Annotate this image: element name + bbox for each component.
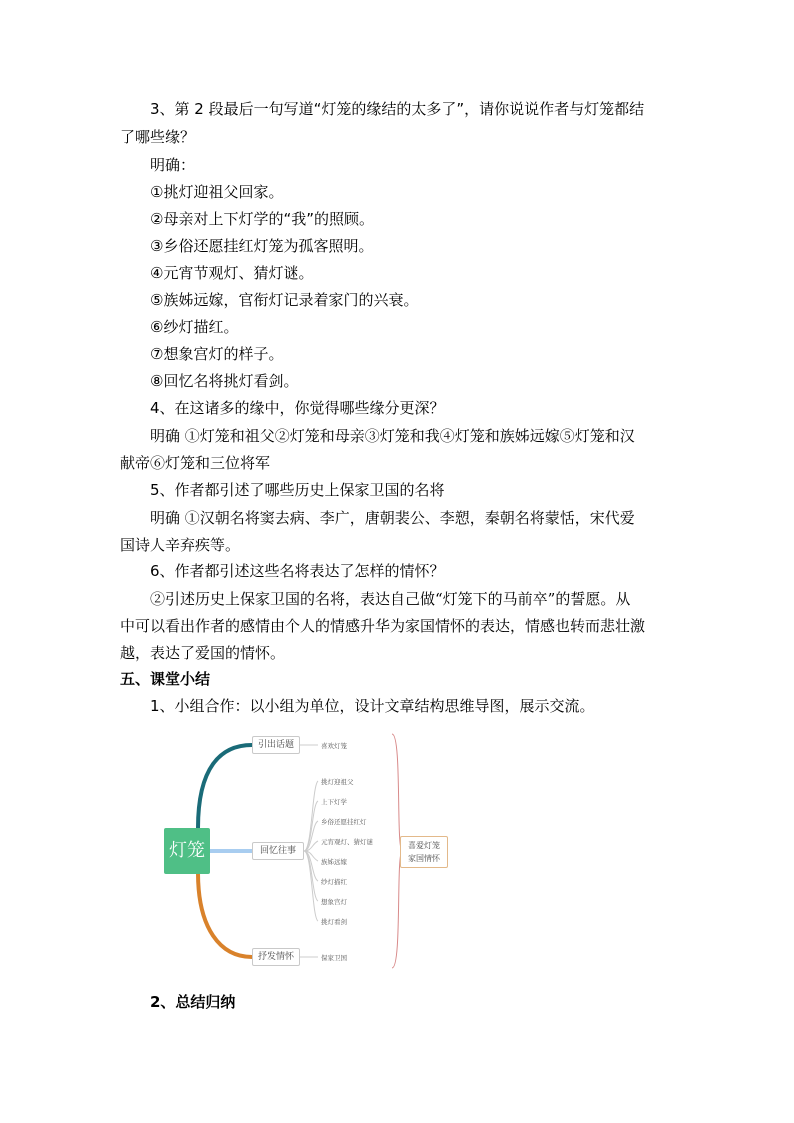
answer-item: ④元宵节观灯、猜灯谜。 <box>150 264 314 282</box>
leaf-label: 上下灯学 <box>321 798 347 806</box>
answer-6-line-2: 中可以看出作者的感情由个人的情感升华为家国情怀的表达，情感也转而悲壮激 <box>120 617 646 635</box>
summary-line: 家国情怀 <box>408 854 440 863</box>
question-3-line-2: 了哪些缘？ <box>120 128 196 146</box>
answer-item: ⑤族姊远嫁，官衔灯记录着家门的兴衰。 <box>150 291 419 309</box>
task-1: 1、小组合作：以小组为单位，设计文章结构思维导图，展示交流。 <box>150 697 595 715</box>
branch-node: 抒发情怀 <box>252 948 300 966</box>
question-4: 4、在这诸多的缘中，你觉得哪些缘分更深？ <box>150 399 445 417</box>
answer-item: ⑥纱灯描红。 <box>150 318 239 336</box>
leaf-label: 纱灯描红 <box>321 878 347 886</box>
answer-item: ⑦想象宫灯的样子。 <box>150 345 284 363</box>
leaf-label: 想象宫灯 <box>321 898 347 906</box>
question-6: 6、作者都引述这些名将表达了怎样的情怀？ <box>150 562 445 580</box>
task-2: 2、总结归纳 <box>150 993 236 1011</box>
section-heading: 五、课堂小结 <box>120 670 211 688</box>
root-node: 灯笼 <box>164 828 210 874</box>
answer-4-line-2: 献帝⑥灯笼和三位将军 <box>120 454 271 472</box>
leaf-label: 乡俗还愿挂红灯 <box>321 818 367 826</box>
summary-line: 喜爱灯笼 <box>408 841 440 850</box>
question-5: 5、作者都引述了哪些历史上保家卫国的名将 <box>150 481 445 499</box>
mind-map <box>160 728 460 978</box>
answer-item: ⑧回忆名将挑灯看剑。 <box>150 372 299 390</box>
summary-node <box>400 836 448 868</box>
leaf-label: 族姊远嫁 <box>321 858 347 866</box>
branch-connector-bottom <box>198 873 252 957</box>
branch-node: 引出话题 <box>252 736 300 754</box>
answer-item: ③乡俗还愿挂红灯笼为孤客照明。 <box>150 237 374 255</box>
leaf-label: 挑灯迎祖父 <box>321 778 354 786</box>
answer-item: ②母亲对上下灯学的“我”的照顾。 <box>150 210 374 228</box>
answer-label: 明确： <box>150 156 196 174</box>
answer-6-line-3: 越，表达了爱国的情怀。 <box>120 644 286 662</box>
branch-node: 回忆往事 <box>252 842 304 860</box>
leaf-label: 保家卫国 <box>321 954 347 962</box>
branch-connector-top <box>198 745 252 828</box>
answer-item: ①挑灯迎祖父回家。 <box>150 183 284 201</box>
leaf-label: 元宵观灯、猜灯谜 <box>321 838 373 846</box>
answer-5-line-2: 国诗人辛弃疾等。 <box>120 536 241 554</box>
question-3-line-1: 3、第 2 段最后一句写道“灯笼的缘结的太多了”，请你说说作者与灯笼都结 <box>150 100 645 118</box>
leaf-label: 喜欢灯笼 <box>321 742 347 750</box>
answer-6-line-1: ②引述历史上保家卫国的名将，表达自己做“灯笼下的马前卒”的誓愿。从 <box>150 590 631 608</box>
answer-4-line-1: 明确 ①灯笼和祖父②灯笼和母亲③灯笼和我④灯笼和族姊远嫁⑤灯笼和汉 <box>150 427 635 445</box>
answer-5-line-1: 明确 ①汉朝名将窦去病、李广，唐朝裴公、李愬，秦朝名将蒙恬，宋代爱 <box>150 509 635 527</box>
leaf-label: 挑灯看剑 <box>321 918 347 926</box>
